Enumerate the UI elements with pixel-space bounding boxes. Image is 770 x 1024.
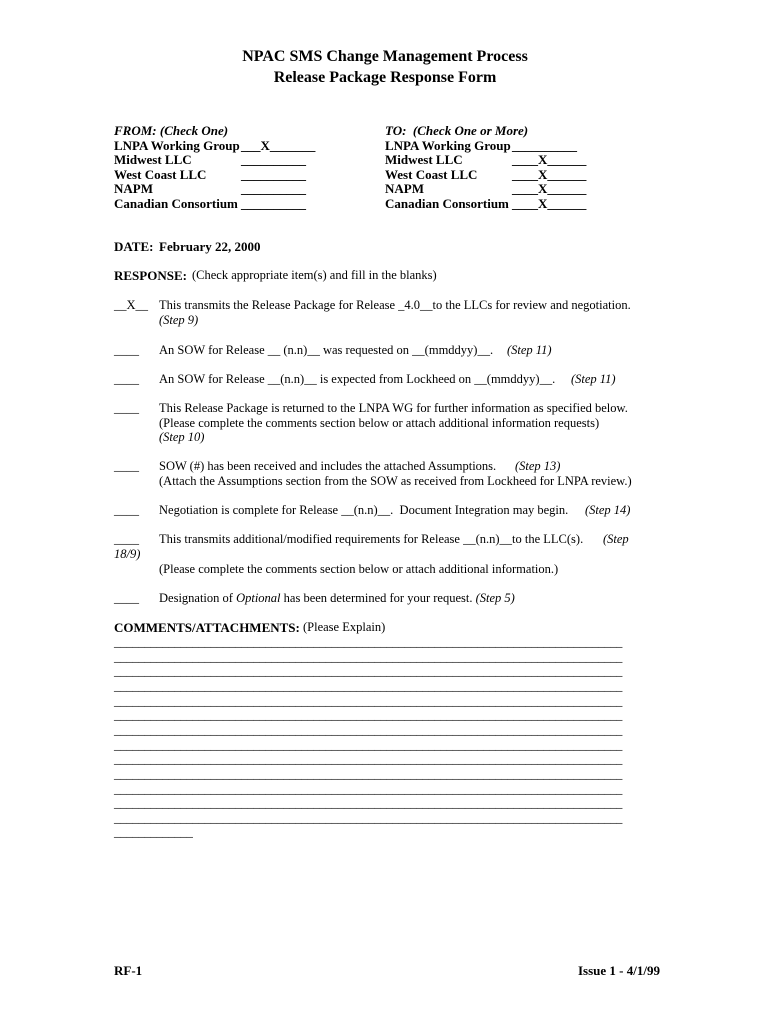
comment-line[interactable]: ____________________________________________________________________________________ bbox=[114, 796, 623, 810]
response-step: (Step 11) bbox=[571, 372, 616, 386]
to-label: West Coast LLC bbox=[385, 167, 478, 182]
comments-label: COMMENTS/ATTACHMENTS: bbox=[114, 620, 300, 635]
response-item-text bbox=[159, 591, 515, 606]
response-item-text: An SOW for Release __(n.n)__ is expected from Lockheed on __(mmddyy)__. bbox=[159, 372, 556, 386]
comment-line[interactable]: ____________________________________________________________________________________ bbox=[114, 782, 623, 796]
response-item-text: This Release Package is returned to the LNPA WG for further information as specified below. bbox=[159, 401, 628, 415]
from-value[interactable]: __________ bbox=[241, 167, 306, 182]
response-item-text: SOW (#) has been received and includes the attached Assumptions. bbox=[159, 459, 497, 473]
response-checkbox[interactable]: ____ bbox=[114, 401, 139, 415]
response-item-text: This transmits additional/modified requirements for Release __(n.n)__to the LLC(s). bbox=[159, 532, 584, 546]
to-label: Canadian Consortium bbox=[385, 196, 509, 211]
response-checkbox[interactable]: ____ bbox=[114, 532, 139, 546]
comment-line[interactable]: ____________________________________________________________________________________ bbox=[114, 738, 623, 752]
response-checkbox[interactable]: ____ bbox=[114, 459, 139, 473]
comment-line[interactable]: ____________________________________________________________________________________ bbox=[114, 679, 623, 693]
response-checkbox[interactable]: ____ bbox=[114, 372, 139, 386]
comment-line[interactable]: ____________________________________________________________________________________ bbox=[114, 811, 623, 825]
to-value[interactable]: ____X______ bbox=[512, 167, 587, 182]
to-label: LNPA Working Group bbox=[385, 138, 511, 153]
from-label: NAPM bbox=[114, 181, 153, 196]
response-checkbox[interactable]: ____ bbox=[114, 503, 139, 517]
response-step: (Step 5) bbox=[475, 591, 515, 605]
response-item-subtext: (Please complete the comments section below or attach additional information.) bbox=[159, 562, 559, 576]
from-value[interactable]: ___X_______ bbox=[241, 138, 316, 153]
to-label: NAPM bbox=[385, 181, 424, 196]
response-step: (Step bbox=[603, 532, 629, 546]
document-subtitle: Release Package Response Form bbox=[273, 69, 497, 86]
to-label: Midwest LLC bbox=[385, 152, 463, 167]
footer-form-id: RF-1 bbox=[114, 963, 143, 978]
document-title: NPAC SMS Change Management Process bbox=[242, 48, 528, 65]
response-item-text: An SOW for Release __ (n.n)__ was requested on __(mmddyy)__. bbox=[159, 343, 494, 357]
comment-line[interactable]: ____________________________________________________________________________________ bbox=[114, 767, 623, 781]
from-value[interactable]: __________ bbox=[241, 181, 306, 196]
from-heading: FROM: (Check One) bbox=[114, 123, 229, 138]
from-value[interactable]: __________ bbox=[241, 196, 306, 211]
optional-emphasis: Optional bbox=[236, 591, 281, 605]
text-segment: Designation of bbox=[159, 591, 237, 605]
comment-line[interactable]: _____________ bbox=[114, 825, 193, 839]
response-step: (Step 13) bbox=[515, 459, 561, 473]
response-item-text: This transmits the Release Package for Release _4.0__to the LLCs for review and negotiation. bbox=[159, 298, 631, 312]
to-value[interactable]: __________ bbox=[512, 138, 577, 153]
date-label: DATE: bbox=[114, 239, 154, 254]
comment-line[interactable]: ____________________________________________________________________________________ bbox=[114, 650, 623, 664]
footer-issue: Issue 1 - 4/1/99 bbox=[578, 963, 660, 978]
response-step: (Step 14) bbox=[585, 503, 631, 517]
response-step: (Step 10) bbox=[159, 430, 205, 444]
response-step: (Step 11) bbox=[507, 343, 552, 357]
comment-line[interactable]: ____________________________________________________________________________________ bbox=[114, 664, 623, 678]
response-instruction: (Check appropriate item(s) and fill in the blanks) bbox=[192, 268, 437, 282]
text-segment: has been determined for your request. bbox=[280, 591, 473, 605]
comment-line[interactable]: ____________________________________________________________________________________ bbox=[114, 694, 623, 708]
to-value[interactable]: ____X______ bbox=[512, 196, 587, 211]
response-item-subtext: (Attach the Assumptions section from the SOW as received from Lockheed for LNPA review.) bbox=[159, 474, 632, 488]
comment-line[interactable]: ____________________________________________________________________________________ bbox=[114, 635, 623, 649]
comment-line[interactable]: ____________________________________________________________________________________ bbox=[114, 723, 623, 737]
date-value: February 22, 2000 bbox=[159, 239, 261, 254]
comments-note: (Please Explain) bbox=[303, 620, 386, 634]
to-value[interactable]: ____X______ bbox=[512, 152, 587, 167]
from-label: West Coast LLC bbox=[114, 167, 207, 182]
response-step: (Step 9) bbox=[159, 313, 199, 327]
from-label: Midwest LLC bbox=[114, 152, 192, 167]
response-item-text: Negotiation is complete for Release __(n.n)__. Document Integration may begin. bbox=[159, 503, 569, 517]
response-checkbox[interactable]: ____ bbox=[114, 591, 139, 605]
from-label: LNPA Working Group bbox=[114, 138, 240, 153]
from-label: Canadian Consortium bbox=[114, 196, 238, 211]
to-value[interactable]: ____X______ bbox=[512, 181, 587, 196]
from-value[interactable]: __________ bbox=[241, 152, 306, 167]
to-heading: TO: (Check One or More) bbox=[385, 123, 529, 138]
comment-line[interactable]: ____________________________________________________________________________________ bbox=[114, 708, 623, 722]
response-checkbox[interactable]: __X__ bbox=[114, 298, 149, 312]
response-item-subtext: (Please complete the comments section below or attach additional information requests) bbox=[159, 416, 600, 430]
response-step-continued: 18/9) bbox=[114, 547, 141, 561]
comment-line[interactable]: ____________________________________________________________________________________ bbox=[114, 752, 623, 766]
response-label: RESPONSE: bbox=[114, 268, 187, 283]
response-checkbox[interactable]: ____ bbox=[114, 343, 139, 357]
